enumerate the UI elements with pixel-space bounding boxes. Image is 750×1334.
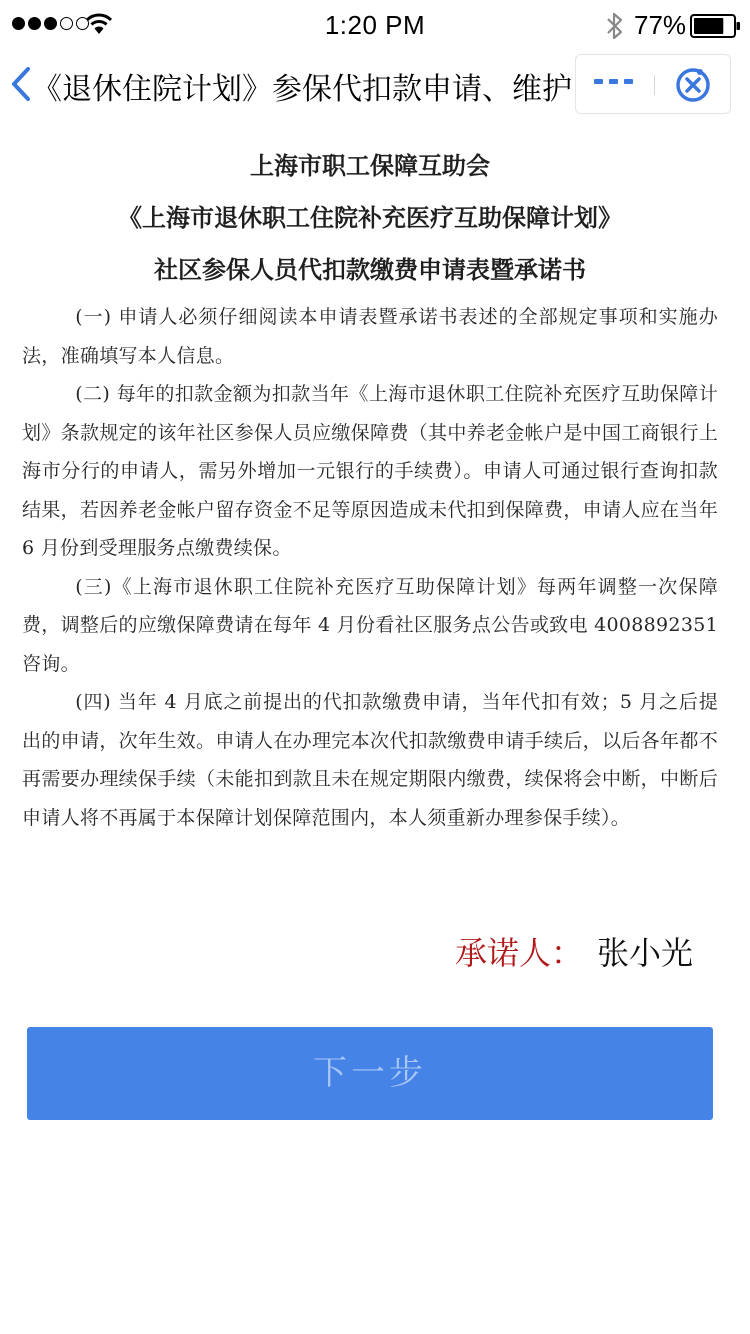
org-title: 上海市职工保障互助会: [250, 151, 490, 180]
next-step-button[interactable]: 下一步: [27, 1027, 713, 1120]
battery-icon: [690, 14, 742, 38]
clause-2: (二) 每年的扣款金额为扣款当年《上海市退休职工住院补充医疗互助保障计划》条款规定的该年社区参保人员应缴保障费（其中养老金帐户是中国工商银行上海市分行的申请人，需另外增加一元银行的手续费）。申请人可通过银行查询扣款结果，若因养老金帐户留存资金不足等原因造成未代扣到保障费，申请人应在当年 6 月份到受理服务点缴费续保。: [22, 383, 718, 559]
mini-program-capsule: [575, 54, 731, 114]
signer-name: 张小光: [597, 934, 694, 972]
signer-line: [455, 928, 693, 974]
nav-bar: [0, 52, 750, 116]
status-time: 1:20 PM: [324, 10, 426, 40]
back-arrow-icon[interactable]: [10, 66, 32, 102]
clause-3: (三)《上海市退休职工住院补充医疗互助保障计划》每两年调整一次保障费，调整后的应缴保障费请在每年 4 月份看社区服务点公告或致电 4008892351 咨询。: [22, 575, 718, 675]
clause-4: (四) 当年 4 月底之前提出的代扣款缴费申请，当年代扣有效；5 月之后提出的申请，次年生效。申请人在办理完本次代扣款缴费申请手续后，以后各年都不再需要办理续保手续（未能扣到款且未在规定期限内缴费，续保将会中断，中断后申请人将不再属于本保障计划保障范围内，本人须重新办理参保手续）。: [22, 691, 718, 829]
capsule-divider: [654, 75, 655, 95]
signer-label: 承诺人：: [455, 934, 584, 972]
bluetooth-icon: [606, 11, 624, 41]
agreement-document: [22, 140, 718, 837]
more-options-icon[interactable]: [594, 79, 633, 84]
status-bar: [0, 0, 750, 52]
document-body: [22, 298, 718, 837]
close-icon[interactable]: [673, 65, 713, 105]
plan-title: 《上海市退休职工住院补充医疗互助保障计划》: [118, 203, 622, 232]
page-title: 《退休住院计划》参保代扣款申请、维护: [32, 72, 572, 104]
battery-percent: 77%: [634, 10, 687, 40]
form-title: 社区参保人员代扣款缴费申请表暨承诺书: [154, 255, 586, 284]
clause-1: (一) 申请人必须仔细阅读本申请表暨承诺书表述的全部规定事项和实施办法，准确填写本人信息。: [22, 306, 718, 367]
